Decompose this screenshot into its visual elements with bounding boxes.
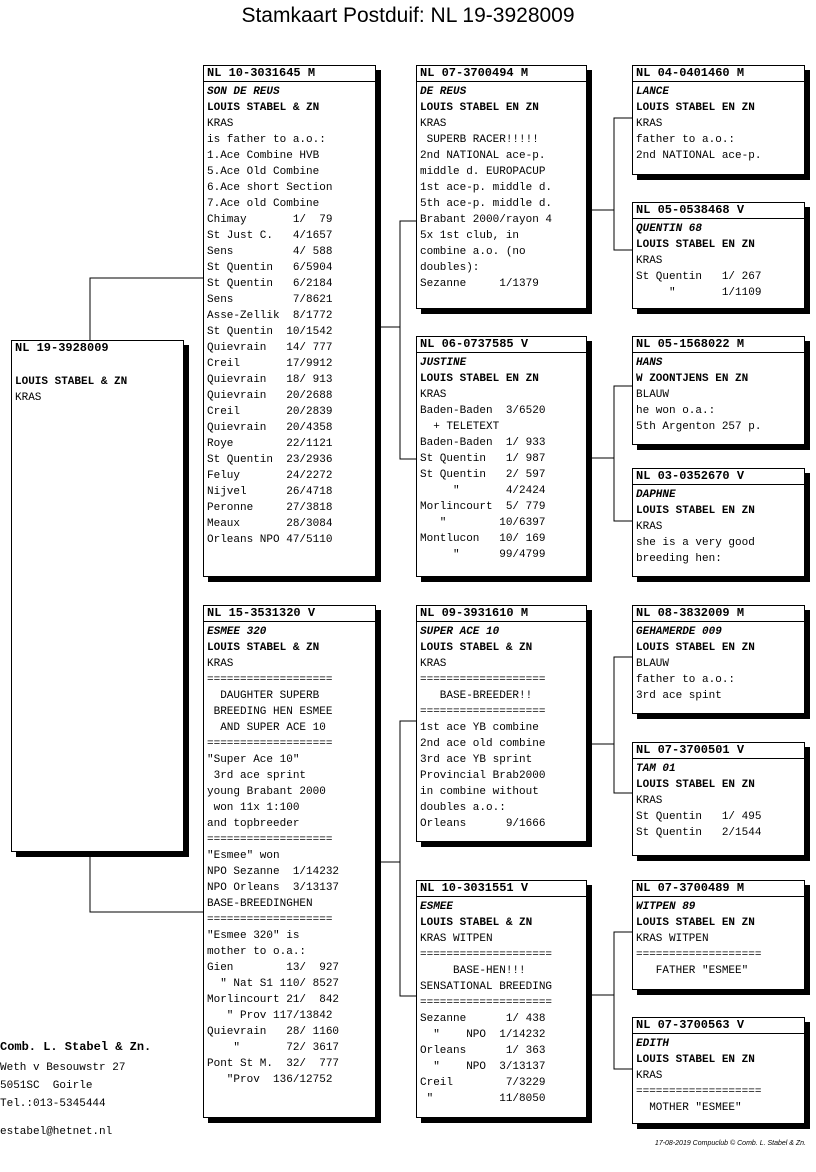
pedigree-line: Quievrain 20/2688 [207, 390, 333, 402]
card-body [633, 758, 804, 855]
pedigree-line: " 4/2424 [420, 485, 546, 497]
pedigree-line: "Super Ace 10" [207, 754, 300, 766]
breeder-name: LOUIS STABEL EN ZN [636, 1054, 755, 1066]
pedigree-line: 6.Ace short Section [207, 182, 333, 194]
pedigree-line: =================== [636, 1086, 762, 1098]
pedigree-line: St Quentin 2/ 597 [420, 469, 546, 481]
pedigree-line: 1st ace-p. middle d. [420, 182, 553, 194]
pedigree-line: St Just C. 4/1657 [207, 230, 333, 242]
pedigree-card-dsd [632, 742, 805, 856]
pedigree-line: Asse-Zellik 8/1772 [207, 310, 333, 322]
pedigree-line: Sezanne 1/ 438 [420, 1013, 546, 1025]
pedigree-line: BLAUW [636, 658, 670, 670]
page-title: Stamkaart Postduif: NL 19-3928009 [241, 4, 575, 27]
print-footer: 17-08-2019 Compuclub © Comb. L. Stabel & Zn. [654, 1140, 806, 1147]
pedigree-line: Sens 4/ 588 [207, 246, 333, 258]
ring-number: NL 08-3832009 M [636, 606, 745, 620]
pigeon-name: QUENTIN 68 [636, 223, 703, 235]
breeder-name: LOUIS STABEL EN ZN [636, 239, 755, 251]
ring-number: NL 03-0352670 V [636, 469, 745, 483]
pedigree-line: 1st ace YB combine [420, 722, 539, 734]
pedigree-line: St Quentin 10/1542 [207, 326, 333, 338]
spacer [0, 1113, 151, 1123]
pedigree-card-dam [203, 605, 376, 1118]
pedigree-line: " NPO 3/13137 [420, 1061, 546, 1073]
pigeon-name: LANCE [636, 86, 670, 98]
organization-name: Comb. L. Stabel & Zn. [0, 1040, 152, 1054]
pedigree-card-ssd [632, 202, 805, 309]
phone: Tel.:013-5345444 [0, 1098, 106, 1110]
pedigree-line: in combine without [420, 786, 539, 798]
card-body [633, 484, 804, 576]
pedigree-line: Gien 13/ 927 [207, 962, 340, 974]
pedigree-line: KRAS [420, 118, 447, 130]
pedigree-line: 2nd ace old combine [420, 738, 546, 750]
pedigree-line: KRAS [636, 1070, 663, 1082]
pedigree-line: and topbreeder [207, 818, 300, 830]
pedigree-line: =================== [636, 949, 762, 961]
card-body [633, 621, 804, 713]
pigeon-name: TAM 01 [636, 763, 676, 775]
pedigree-card-sss [632, 65, 805, 175]
pigeon-name: DE REUS [420, 86, 467, 98]
pedigree-line: Sens 7/8621 [207, 294, 333, 306]
pedigree-line: St Quentin 1/ 267 [636, 271, 762, 283]
pedigree-line: St Quentin 2/1544 [636, 827, 762, 839]
breeder-contact [0, 1035, 151, 1141]
pedigree-line: Nijvel 26/4718 [207, 486, 333, 498]
pedigree-line: Provincial Brab2000 [420, 770, 546, 782]
pedigree-line: NPO Sezanne 1/14232 [207, 866, 340, 878]
pedigree-line: 3rd ace spint [636, 690, 722, 702]
pedigree-line: Morlincourt 21/ 842 [207, 994, 340, 1006]
pedigree-line: mother to o.a.: [207, 946, 307, 958]
pedigree-line: St Quentin 1/ 987 [420, 453, 546, 465]
pedigree-line: Quievrain 20/4358 [207, 422, 333, 434]
pedigree-line: " 99/4799 [420, 549, 546, 561]
pedigree-line: Orleans 1/ 363 [420, 1045, 546, 1057]
pedigree-line: BASE-BREEDER!! [420, 690, 533, 702]
pedigree-card-sire [203, 65, 376, 577]
pedigree-line: KRAS [207, 658, 234, 670]
pedigree-line: combine a.o. (no [420, 246, 526, 258]
pedigree-line: Creil 17/9912 [207, 358, 333, 370]
pedigree-line: AND SUPER ACE 10 [207, 722, 326, 734]
pedigree-line: Morlincourt 5/ 779 [420, 501, 546, 513]
ring-number: NL 09-3931610 M [420, 606, 529, 620]
breeder-name: LOUIS STABEL & ZN [207, 642, 320, 654]
ring-number: NL 07-3700501 V [636, 743, 745, 757]
card-body [633, 1033, 804, 1123]
pedigree-line [15, 358, 180, 374]
pigeon-name: ESMEE [420, 901, 454, 913]
ring-number: NL 07-3700489 M [636, 881, 745, 895]
pedigree-line: Brabant 2000/rayon 4 [420, 214, 553, 226]
pedigree-line: 2nd NATIONAL ace-p. [636, 150, 762, 162]
pedigree-line: St Quentin 6/2184 [207, 278, 333, 290]
breeder-name: LOUIS STABEL EN ZN [636, 917, 755, 929]
breeder-name: LOUIS STABEL & ZN [420, 642, 533, 654]
breeder-name: LOUIS STABEL & ZN [207, 102, 320, 114]
pedigree-line: =================== [207, 738, 333, 750]
breeder-name: LOUIS STABEL EN ZN [636, 505, 755, 517]
pedigree-line: " 72/ 3617 [207, 1042, 340, 1054]
breeder-name: LOUIS STABEL EN ZN [420, 102, 539, 114]
address-city: 5051SC Goirle [0, 1080, 93, 1092]
pedigree-line: 3rd ace YB sprint [420, 754, 533, 766]
pedigree-line: KRAS [636, 795, 663, 807]
pedigree-line: Meaux 28/3084 [207, 518, 333, 530]
pedigree-line: St Quentin 6/5904 [207, 262, 333, 274]
ring-number: NL 10-3031645 M [207, 66, 316, 80]
pedigree-line: won 11x 1:100 [207, 802, 300, 814]
pedigree-line: she is a very good [636, 537, 755, 549]
pedigree-line: Pont St M. 32/ 777 [207, 1058, 340, 1070]
pedigree-line: SUPERB RACER!!!!! [420, 134, 539, 146]
pedigree-card-dam-sire [416, 605, 587, 842]
pedigree-line: Chimay 1/ 79 [207, 214, 333, 226]
card-body [204, 621, 375, 1117]
breeder-name: LOUIS STABEL EN ZN [636, 779, 755, 791]
pedigree-line: he won o.a.: [636, 405, 716, 417]
pedigree-line: FATHER "ESMEE" [636, 965, 749, 977]
pedigree-line: Quievrain 14/ 777 [207, 342, 333, 354]
pedigree-card-ddd [632, 1017, 805, 1124]
ring-number: NL 05-1568022 M [636, 337, 745, 351]
pedigree-line: 5x 1st club, in [420, 230, 520, 242]
pedigree-line: " 11/8050 [420, 1093, 546, 1105]
breeder-name: LOUIS STABEL & ZN [15, 376, 128, 388]
pigeon-name: WITPEN 89 [636, 901, 696, 913]
pedigree-line: Orleans NPO 47/5110 [207, 534, 333, 546]
pedigree-line: Montlucon 10/ 169 [420, 533, 546, 545]
ring-number: NL 07-3700494 M [420, 66, 529, 80]
pedigree-line: 5th ace-p. middle d. [420, 198, 553, 210]
pedigree-card-sire-dam [416, 336, 587, 577]
pedigree-line: KRAS [636, 118, 663, 130]
pedigree-line: " 10/6397 [420, 517, 546, 529]
pedigree-line: SENSATIONAL BREEDING [420, 981, 553, 993]
pedigree-card-dss [632, 605, 805, 714]
pedigree-line: St Quentin 1/ 495 [636, 811, 762, 823]
pedigree-line: KRAS [420, 389, 447, 401]
pedigree-line: KRAS [636, 521, 663, 533]
pedigree-line: 2nd NATIONAL ace-p. [420, 150, 546, 162]
ring-number: NL 04-0401460 M [636, 66, 745, 80]
pedigree-line: NPO Orleans 3/13137 [207, 882, 340, 894]
pigeon-name: EDITH [636, 1038, 670, 1050]
ring-number: NL 19-3928009 [15, 341, 109, 355]
pedigree-line: father to a.o.: [636, 134, 736, 146]
pedigree-line: =================== [207, 834, 333, 846]
pedigree-line: BASE-HEN!!! [420, 965, 526, 977]
pigeon-name: JUSTINE [420, 357, 467, 369]
pedigree-line: " Nat S1 110/ 8527 [207, 978, 340, 990]
pedigree-line: =================== [420, 706, 546, 718]
pedigree-line: Sezanne 1/1379 [420, 278, 539, 290]
pedigree-line: =================== [207, 674, 333, 686]
pedigree-line: =================== [207, 914, 333, 926]
pedigree-card-dds [632, 880, 805, 990]
pigeon-name: HANS [636, 357, 663, 369]
pedigree-line: DAUGHTER SUPERB [207, 690, 320, 702]
pedigree-line: Creil 7/3229 [420, 1077, 546, 1089]
ring-number: NL 05-0538468 V [636, 203, 745, 217]
pedigree-line: "Esmee" won [207, 850, 280, 862]
breeder-name: LOUIS STABEL EN ZN [420, 373, 539, 385]
pedigree-line: is father to a.o.: [207, 134, 326, 146]
pedigree-line: " Prov 117/13842 [207, 1010, 333, 1022]
pedigree-line: KRAS [207, 118, 234, 130]
pedigree-card-dam-dam [416, 880, 587, 1118]
pedigree-line: =================== [420, 674, 546, 686]
card-body [633, 352, 804, 444]
breeder-name: LOUIS STABEL EN ZN [636, 642, 755, 654]
pedigree-line: Roye 22/1121 [207, 438, 333, 450]
pedigree-line: ==================== [420, 997, 553, 1009]
breeder-name: W ZOONTJENS EN ZN [636, 373, 749, 385]
pigeon-name: SON DE REUS [207, 86, 280, 98]
pedigree-line: 1.Ace Combine HVB [207, 150, 320, 162]
pedigree-line: St Quentin 23/2936 [207, 454, 333, 466]
pedigree-line: "Prov 136/12752 [207, 1074, 333, 1086]
pedigree-line: + TELETEXT [420, 421, 500, 433]
pigeon-name: ESMEE 320 [207, 626, 267, 638]
pedigree-line: Peronne 27/3818 [207, 502, 333, 514]
pedigree-line: young Brabant 2000 [207, 786, 326, 798]
pedigree-line: MOTHER "ESMEE" [636, 1102, 742, 1114]
pigeon-name: GEHAMERDE 009 [636, 626, 722, 638]
ring-number: NL 10-3031551 V [420, 881, 529, 895]
card-body [417, 896, 586, 1117]
pedigree-line: Creil 20/2839 [207, 406, 333, 418]
breeder-name: LOUIS STABEL & ZN [420, 917, 533, 929]
pedigree-line: BLAUW [636, 389, 670, 401]
card-body [633, 218, 804, 308]
pedigree-card-sdd [632, 468, 805, 577]
card-body [633, 896, 804, 989]
pedigree-card-sds [632, 336, 805, 445]
pedigree-line: Quievrain 28/ 1160 [207, 1026, 340, 1038]
pedigree-line: BREEDING HEN ESMEE [207, 706, 333, 718]
pigeon-name: DAPHNE [636, 489, 676, 501]
ring-number: NL 06-0737585 V [420, 337, 529, 351]
pedigree-line: doubles a.o.: [420, 802, 506, 814]
pedigree-line: 5th Argenton 257 p. [636, 421, 762, 433]
email: estabel@hetnet.nl [0, 1126, 113, 1138]
card-body [417, 81, 586, 308]
pedigree-line: Baden-Baden 3/6520 [420, 405, 546, 417]
card-body [417, 352, 586, 576]
pedigree-line: Feluy 24/2272 [207, 470, 333, 482]
pedigree-line: KRAS WITPEN [636, 933, 709, 945]
card-body [633, 81, 804, 174]
pedigree-line: breeding hen: [636, 553, 722, 565]
pedigree-line: KRAS [420, 658, 447, 670]
pedigree-line: 7.Ace old Combine [207, 198, 320, 210]
pedigree-line: middle d. EUROPACUP [420, 166, 546, 178]
pedigree-card-sire-sire [416, 65, 587, 309]
ring-number: NL 07-3700563 V [636, 1018, 745, 1032]
ring-number: NL 15-3531320 V [207, 606, 316, 620]
pedigree-line: Baden-Baden 1/ 933 [420, 437, 546, 449]
pedigree-card-subject [11, 340, 184, 852]
pedigree-line: Quievrain 18/ 913 [207, 374, 333, 386]
pedigree-line: Orleans 9/1666 [420, 818, 546, 830]
pedigree-line: 3rd ace sprint [207, 770, 307, 782]
pedigree-line: doubles): [420, 262, 480, 274]
breeder-name: LOUIS STABEL EN ZN [636, 102, 755, 114]
pedigree-line: " NPO 1/14232 [420, 1029, 546, 1041]
pedigree-line: "Esmee 320" is [207, 930, 300, 942]
pedigree-line: BASE-BREEDINGHEN [207, 898, 313, 910]
pedigree-line: father to a.o.: [636, 674, 736, 686]
pedigree-line: " 1/1109 [636, 287, 762, 299]
pedigree-line: KRAS [15, 392, 42, 404]
pedigree-line: 5.Ace Old Combine [207, 166, 320, 178]
pedigree-line: ==================== [420, 949, 553, 961]
pigeon-name: SUPER ACE 10 [420, 626, 500, 638]
card-body [204, 81, 375, 576]
address-street: Weth v Besouwstr 27 [0, 1062, 126, 1074]
card-body [417, 621, 586, 841]
pedigree-line: KRAS [636, 255, 663, 267]
card-body [12, 356, 183, 851]
pedigree-line: KRAS WITPEN [420, 933, 493, 945]
